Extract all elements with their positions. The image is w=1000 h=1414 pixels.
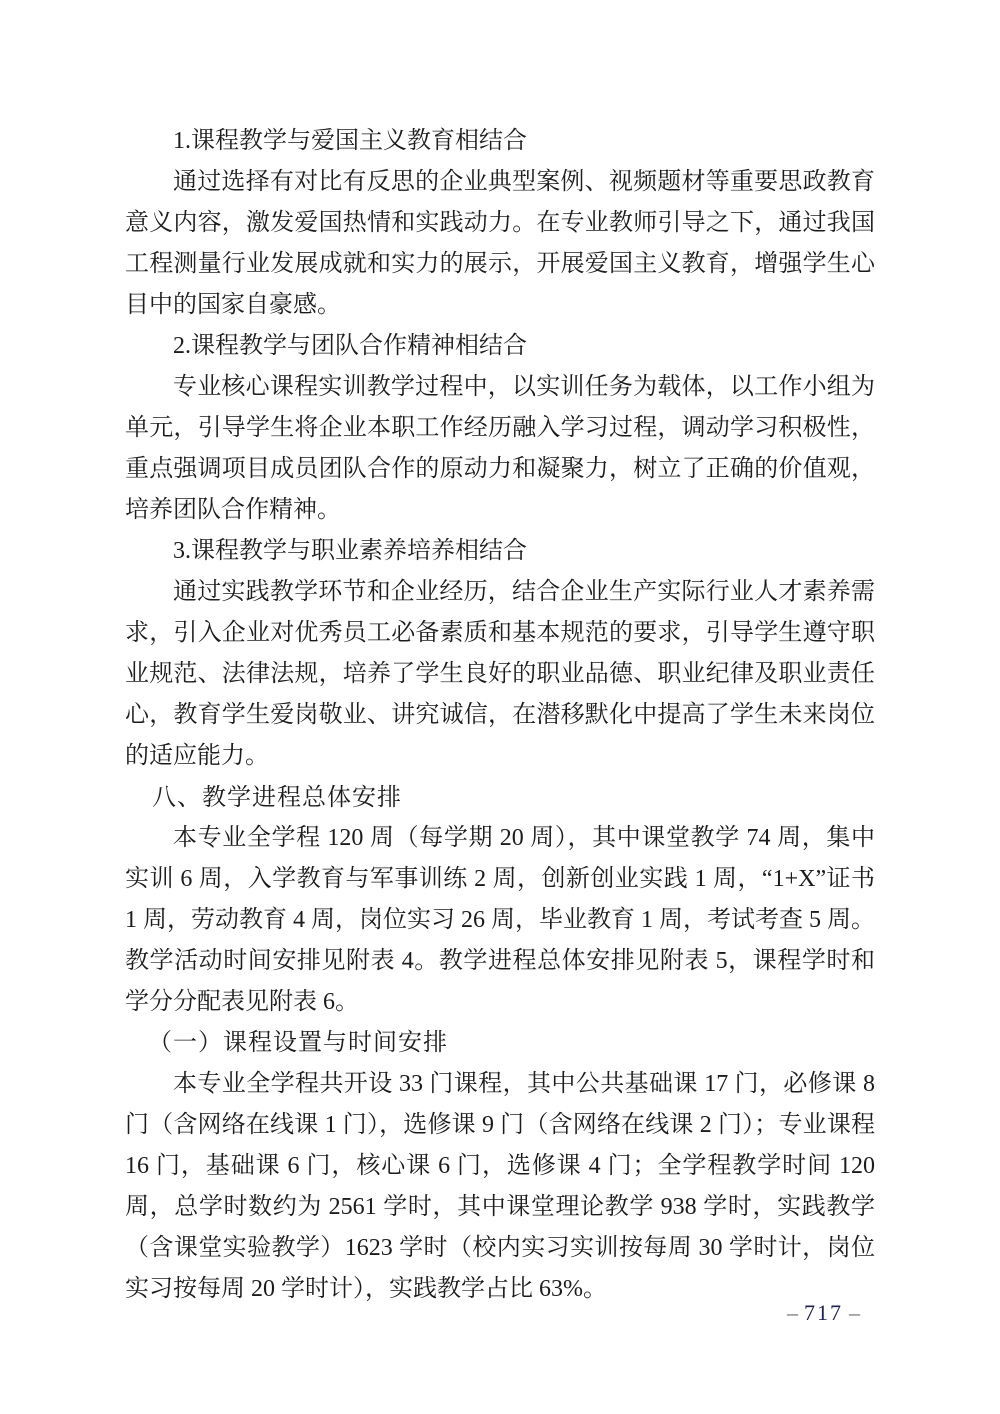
- paragraph-professionalism: 通过实践教学环节和企业经历，结合企业生产实际行业人才素养需求，引入企业对优秀员工必备素质和基本规范的要求，引导学生遵守职业规范、法律法规，培养了学生良好的职业品德、职业纪律及职业责任心，教育学生爱岗敬业、讲究诚信，在潜移默化中提高了学生未来岗位的适应能力。: [125, 579, 875, 769]
- paragraph-schedule-overview: 本专业全学程 120 周（每学期 20 周），其中课堂教学 74 周，集中实训 6 周，入学教育与军事训练 2 周，创新创业实践 1 周，“1+X”证书 1 周，劳动教育 4 周，岗位实习 26 周，毕业教育 1 周，考试考查 5 周。教学活动时间安排见附表 4。教学进程总体安排见附表 5，课程学时和学分分配表见附表 6。: [125, 825, 875, 1015]
- paragraph-teamwork: 专业核心课程实训教学过程中，以实训任务为载体，以工作小组为单元，引导学生将企业本职工作经历融入学习过程，调动学习积极性，重点强调项目成员团队合作的原动力和凝聚力，树立了正确的价值观，培养团队合作精神。: [125, 374, 875, 523]
- numbered-item-heading-1: 1.课程教学与爱国主义教育相结合: [173, 128, 527, 154]
- section-heading-teaching-schedule: 八、教学进程总体安排: [152, 784, 402, 811]
- page-number-right-dash: –: [849, 1300, 860, 1325]
- page-number-left-dash: –: [787, 1300, 798, 1325]
- subsection-heading-course-setup: （一）课程设置与时间安排: [148, 1030, 448, 1056]
- page-number: [781, 1298, 866, 1328]
- paragraph-patriotism: 通过选择有对比有反思的企业典型案例、视频题材等重要思政教育意义内容，激发爱国热情和实践动力。在专业教师引导之下，通过我国工程测量行业发展成就和实力的展示，开展爱国主义教育，增强学生心目中的国家自豪感。: [125, 169, 875, 318]
- page-content: [125, 121, 875, 1310]
- page-number-value: 717: [804, 1300, 843, 1325]
- numbered-item-heading-3: 3.课程教学与职业素养培养相结合: [173, 538, 527, 564]
- numbered-item-heading-2: 2.课程教学与团队合作精神相结合: [173, 333, 527, 359]
- paragraph-course-setup: 本专业全学程共开设 33 门课程，其中公共基础课 17 门，必修课 8 门（含网络在线课 1 门），选修课 9 门（含网络在线课 2 门）；专业课程 16 门，基础课 6 门，核心课 6 门，选修课 4 门；全学程教学时间 120 周，总学时数约为 2561 学时，其中课堂理论教学 938 学时，实践教学（含课堂实验教学）1623 学时（校内实习实训按每周 30 学时计，岗位实习按每周 20 学时计），实践教学占比 63%。: [125, 1071, 875, 1302]
